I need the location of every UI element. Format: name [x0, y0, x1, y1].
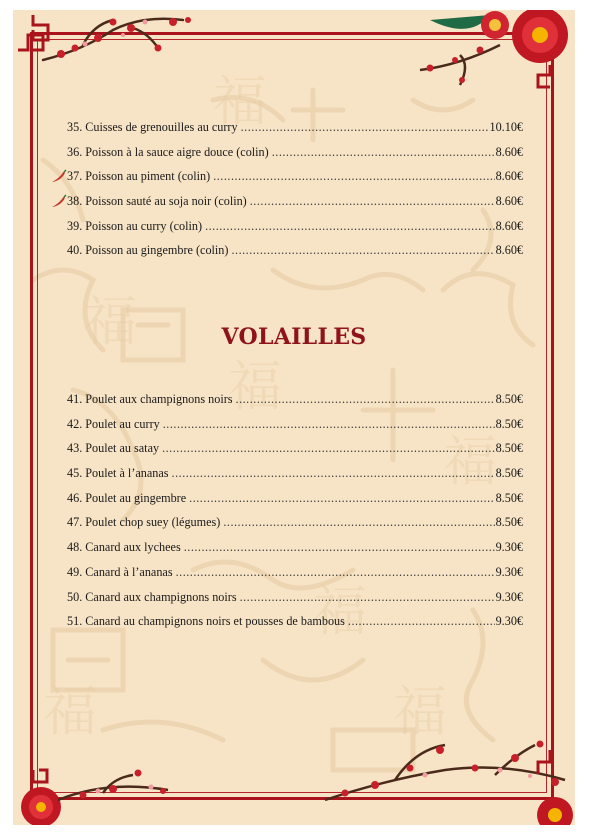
dot-leader	[162, 436, 495, 461]
item-name: 40. Poisson au gingembre (colin)	[67, 243, 229, 258]
dot-leader	[272, 140, 495, 165]
dot-leader	[172, 461, 495, 486]
watermark-glyph: 福	[313, 580, 367, 643]
item-name: 50. Canard aux champignons noirs	[67, 589, 237, 604]
menu-item	[67, 115, 523, 140]
item-price: 9.30€	[495, 614, 523, 629]
item-price: 8.60€	[495, 243, 523, 258]
item-name: 35. Cuisses de grenouilles au curry	[67, 120, 238, 134]
item-name: 45. Poulet à l’ananas	[67, 466, 169, 481]
menu-item	[67, 510, 523, 535]
watermark-glyph: 福	[393, 680, 447, 743]
chili-pepper-icon	[51, 194, 67, 208]
poultry-menu-list	[67, 387, 523, 634]
dot-leader	[241, 115, 489, 140]
item-name: 36. Poisson à la sauce aigre douce (colin)	[67, 144, 269, 159]
item-name: 49. Canard à l’ananas	[67, 564, 173, 579]
menu-item	[67, 535, 523, 560]
chili-pepper-icon	[51, 169, 67, 183]
item-price: 9.30€	[495, 564, 523, 579]
menu-item	[67, 486, 523, 511]
watermark-glyph: 福	[443, 430, 497, 493]
item-price: 8.60€	[495, 194, 523, 209]
menu-item	[67, 560, 523, 585]
watermark-glyph: 福	[43, 680, 97, 743]
menu-item	[67, 164, 523, 189]
item-name: 46. Poulet au gingembre	[67, 490, 187, 505]
menu-item	[67, 585, 523, 610]
dot-leader	[189, 486, 494, 511]
menu-item	[67, 436, 523, 461]
menu-item	[67, 412, 523, 437]
item-name: 42. Poulet au curry	[67, 416, 160, 431]
menu-item	[67, 461, 523, 486]
item-price: 8.60€	[495, 169, 523, 184]
item-name: 47. Poulet chop suey (légumes)	[67, 515, 221, 530]
fish-menu-list	[67, 115, 523, 263]
dot-leader	[184, 535, 495, 560]
dot-leader	[205, 214, 495, 239]
item-name: 43. Poulet au satay	[67, 441, 160, 456]
dot-leader	[240, 585, 495, 610]
dot-leader	[348, 609, 495, 634]
item-price: 8.50€	[495, 441, 523, 456]
dot-leader	[236, 387, 495, 412]
menu-item	[67, 189, 523, 214]
item-price: 9.30€	[495, 540, 523, 555]
watermark-glyph: 福	[83, 290, 137, 353]
menu-item	[67, 238, 523, 263]
dot-leader	[231, 238, 494, 263]
item-price: 8.50€	[495, 515, 523, 530]
menu-item	[67, 609, 523, 634]
watermark-glyph: 福	[213, 70, 267, 133]
dot-leader	[163, 412, 495, 437]
menu-item	[67, 140, 523, 165]
item-name: 38. Poisson sauté au soja noir (colin)	[67, 194, 247, 209]
item-name: 41. Poulet aux champignons noirs	[67, 392, 233, 406]
item-price: 10.10€	[489, 120, 523, 134]
dot-leader	[213, 164, 494, 189]
dot-leader	[223, 510, 494, 535]
item-price: 8.60€	[495, 218, 523, 233]
dot-leader	[176, 560, 495, 585]
menu-item	[67, 387, 523, 412]
menu-page	[13, 10, 575, 825]
item-name: 37. Poisson au piment (colin)	[67, 169, 211, 184]
section-title: VOLAILLES	[221, 324, 367, 350]
item-name: 48. Canard aux lychees	[67, 540, 181, 555]
watermark-glyph: 福	[228, 355, 282, 418]
dot-leader	[250, 189, 495, 214]
menu-item	[67, 214, 523, 239]
item-price: 8.50€	[495, 466, 523, 481]
item-name: 51. Canard au champignons noirs et pousses de bambous	[67, 614, 345, 629]
item-price: 8.60€	[495, 144, 523, 159]
item-price: 9.30€	[495, 589, 523, 604]
item-price: 8.50€	[495, 490, 523, 505]
item-name: 39. Poisson au curry (colin)	[67, 218, 203, 233]
item-price: 8.50€	[495, 392, 523, 406]
item-price: 8.50€	[495, 416, 523, 431]
